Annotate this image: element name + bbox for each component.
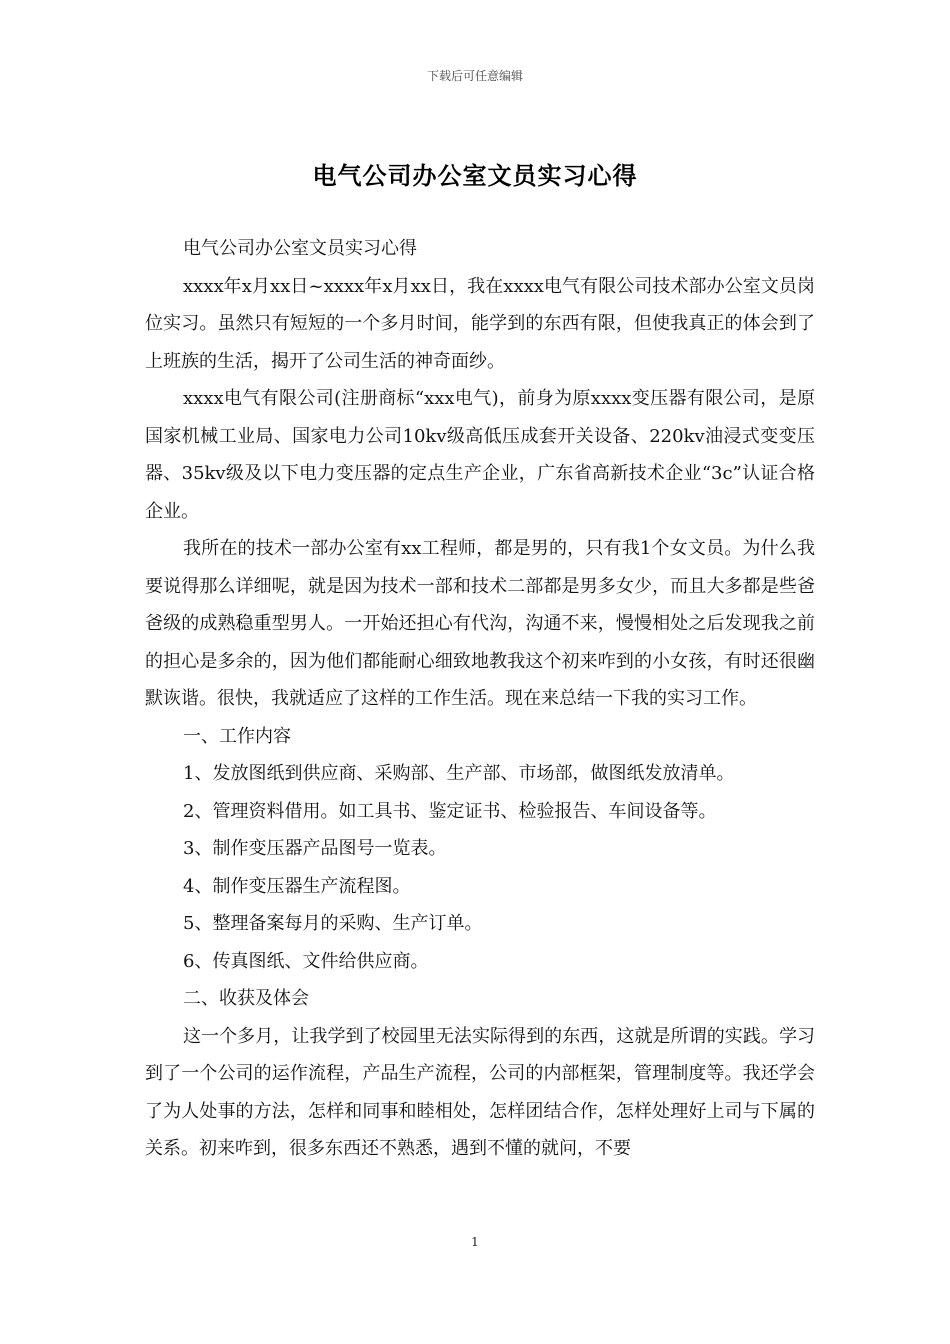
section-heading-work: 一、工作内容	[183, 725, 291, 747]
list-item: 5、整理备案每月的采购、生产订单。	[183, 913, 483, 934]
paragraph-intro: xxxx年x月xx日~xxxx年x月xx日，我在xxxx电气有限公司技术部办公室文员岗位实习。虽然只有短短的一个多月时间，能学到的东西有限，但使我真正的体会到了上班族的生活，揭开了公司生活的神奇面纱。	[145, 275, 815, 372]
list-item: 3、制作变压器产品图号一览表。	[183, 838, 447, 859]
list-item: 2、管理资料借用。如工具书、鉴定证书、检验报告、车间设备等。	[183, 800, 717, 822]
paragraph-subtitle: 电气公司办公室文员实习心得	[183, 238, 417, 259]
list-item: 1、发放图纸到供应商、采购部、生产部、市场部，做图纸发放清单。	[183, 763, 735, 784]
section-heading-gains: 二、收获及体会	[183, 988, 309, 1009]
page-number: 1	[471, 1235, 479, 1249]
paragraph-company: xxxx电气有限公司(注册商标“xxx电气)，前身为原xxxx变压器有限公司，是原国家机械工业局、国家电力公司10kv级高低压成套开关设备、220kv油浸式变变压器、35kv级及以下电力变压器的定点生产企业，广东省高新技术企业“3c”认证合格企业。	[145, 388, 815, 522]
list-item: 4、制作变压器生产流程图。	[183, 875, 411, 897]
document-body	[145, 230, 815, 1168]
list-item: 6、传真图纸、文件给供应商。	[183, 950, 429, 972]
header-note: 下载后可任意编辑	[426, 69, 523, 83]
paragraph-gains: 这一个多月，让我学到了校园里无法实际得到的东西，这就是所谓的实践。学习到了一个公司的运作流程，产品生产流程，公司的内部框架，管理制度等。我还学会了为人处事的方法，怎样和同事和睦相处，怎样团结合作，怎样处理好上司与下属的关系。初来咋到，很多东西还不熟悉，遇到不懂的就问，不要	[145, 1025, 815, 1159]
paragraph-office: 我所在的技术一部办公室有xx工程师，都是男的，只有我1个女文员。为什么我要说得那么详细呢，就是因为技术一部和技术二部都是男多女少，而且大多都是些爸爸级的成熟稳重型男人。一开始还担心有代沟，沟通不来，慢慢相处之后发现我之前的担心是多余的，因为他们都能耐心细致地教我这个初来咋到的小女孩，有时还很幽默诙谐。很快，我就适应了这样的工作生活。现在来总结一下我的实习工作。	[145, 538, 815, 709]
document-title: 电气公司办公室文员实习心得	[312, 162, 638, 190]
